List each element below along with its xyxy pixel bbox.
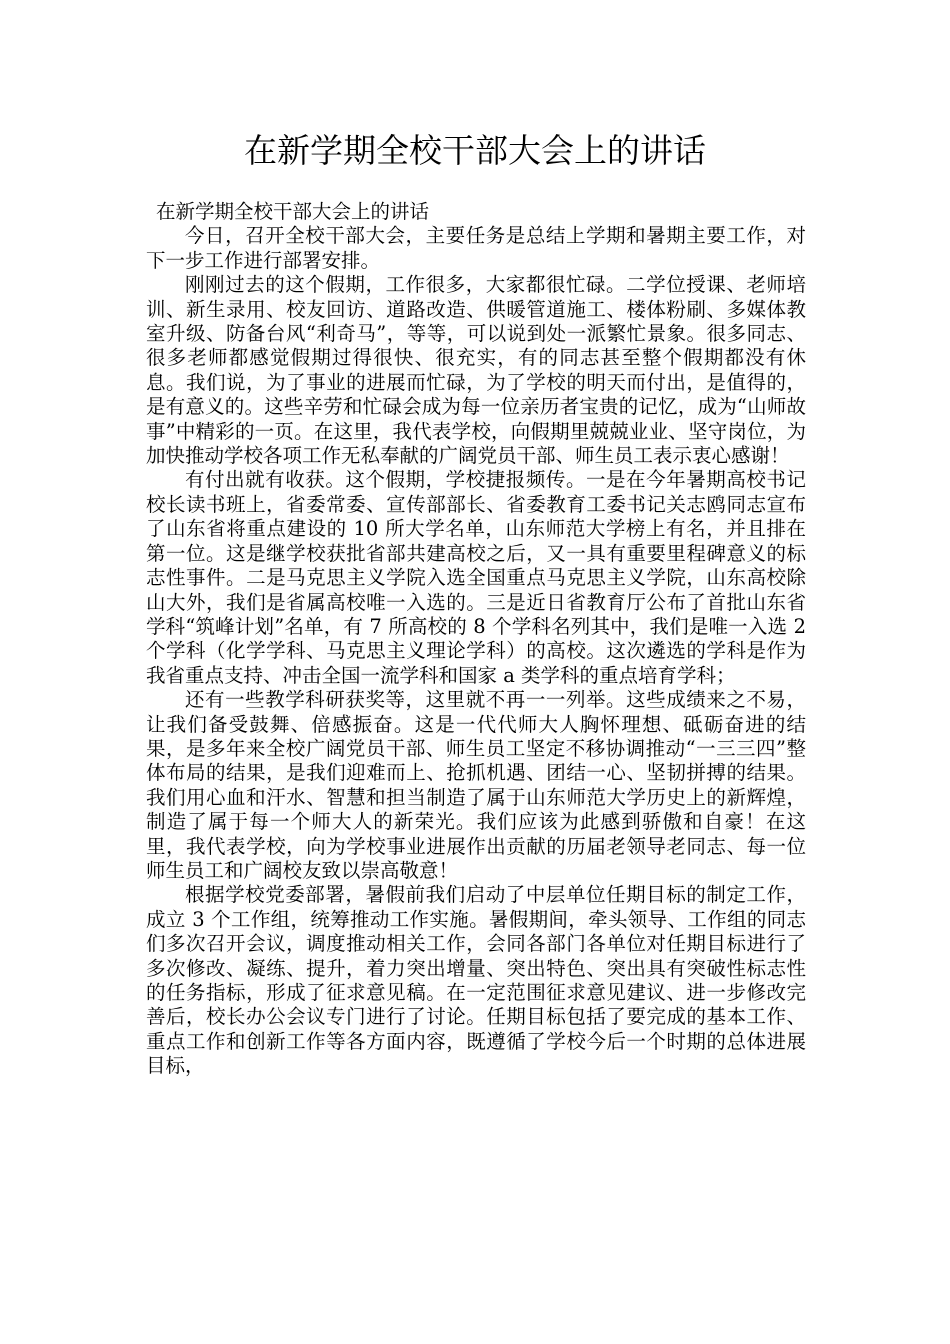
paragraph: 刚刚过去的这个假期，工作很多，大家都很忙碌。二学位授课、老师培训、新生录用、校友回访、道路改造、供暖管道施工、楼体粉刷、多媒体教室升级、防备台风“利奇马”，等等，可以说到处一派繁忙景象。很多同志、很多老师都感觉假期过得很快、很充实，有的同志甚至整个假期都没有休息。我们说，为了事业的进展而忙碌，为了学校的明天而付出，是值得的，是有意义的。这些辛劳和忙碌会成为每一位亲历者宝贵的记忆，成为“山师故事”中精彩的一页。在这里，我代表学校，向假期里兢兢业业、坚守岗位，为加快推动学校各项工作无私奉献的广阔党员干部、师生员工表示衷心感谢！ [146, 273, 806, 468]
paragraph: 今日，召开全校干部大会，主要任务是总结上学期和暑期主要工作，对下一步工作进行部署安排。 [146, 224, 806, 272]
document-subtitle: 在新学期全校干部大会上的讲话 [156, 200, 430, 223]
document-title: 在新学期全校干部大会上的讲话 [244, 131, 706, 170]
paragraph: 根据学校党委部署，暑假前我们启动了中层单位任期目标的制定工作，成立 3 个工作组，统筹推动工作实施。暑假期间，牵头领导、工作组的同志们多次召开会议，调度推动相关工作，会同各部门各单位对任期目标进行了多次修改、凝练、提升，着力突出增量、突出特色、突出具有突破性标志性的任务指标，形成了征求意见稿。在一定范围征求意见建议、进一步修改完善后，校长办公会议专门进行了讨论。任期目标包括了要完成的基本工作、重点工作和创新工作等各方面内容，既遵循了学校今后一个时期的总体进展目标， [146, 883, 806, 1078]
document-body [146, 200, 806, 1079]
paragraph: 还有一些教学科研获奖等，这里就不再一一列举。这些成绩来之不易，让我们备受鼓舞、倍感振奋。这是一代代师大人胸怀理想、砥砺奋进的结果，是多年来全校广阔党员干部、师生员工坚定不移协调推动“一三三四”整体布局的结果，是我们迎难而上、抢抓机遇、团结一心、坚韧拼搏的结果。我们用心血和汗水、智慧和担当制造了属于山东师范大学历史上的新辉煌，制造了属于每一个师大人的新荣光。我们应该为此感到骄傲和自豪！在这里，我代表学校，向为学校事业进展作出贡献的历届老领导老同志、每一位师生员工和广阔校友致以崇高敬意！ [146, 688, 806, 882]
paragraph: 有付出就有收获。这个假期，学校捷报频传。一是在今年暑期高校书记校长读书班上，省委常委、宣传部部长、省委教育工委书记关志鸥同志宣布了山东省将重点建设的 10 所大学名单，山东师范大学榜上有名，并且排在第一位。这是继学校获批省部共建高校之后，又一具有重要里程碑意义的标志性事件。二是马克思主义学院入选全国重点马克思主义学院，山东高校除山大外，我们是省属高校唯一入选的。三是近日省教育厅公布了首批山东省学科“筑峰计划”名单，有 7 所高校的 8 个学科名列其中，我们是唯一入选 2 个学科（化学学科、马克思主义理论学科）的高校。这次遴选的学科是作为我省重点支持、冲击全国一流学科和国家 a 类学科的重点培育学科； [146, 468, 806, 687]
